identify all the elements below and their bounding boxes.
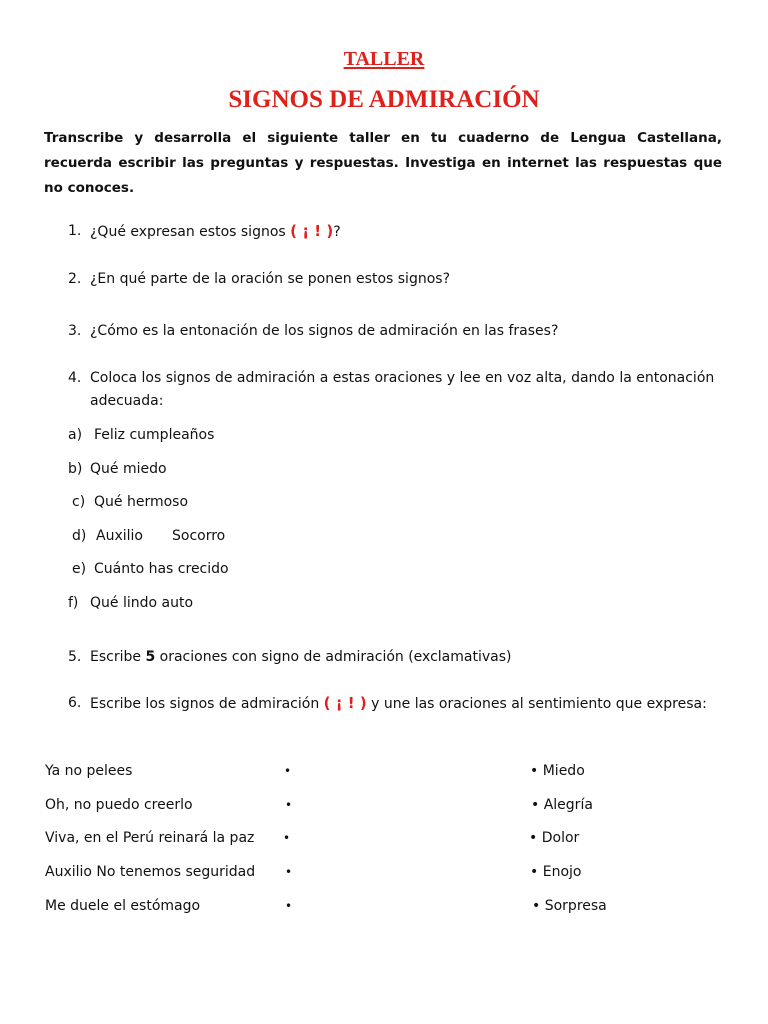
question-text: Escribe	[90, 649, 146, 665]
question-text: ¿Qué expresan estos signos	[90, 224, 291, 240]
match-sentence: Oh, no puedo creerlo	[45, 797, 193, 813]
sub-item-text: Qué lindo auto	[90, 595, 194, 611]
match-feeling	[529, 827, 579, 849]
sub-item-letter: e)	[72, 561, 87, 577]
bullet-point: •	[529, 830, 538, 846]
exclamation-signs: ( ¡ ! )	[290, 222, 334, 240]
question-number: 4.	[68, 370, 82, 386]
feeling-label: Miedo	[542, 763, 585, 779]
sub-item-e	[72, 558, 229, 580]
question-number: 3.	[68, 323, 82, 339]
sub-item-f	[68, 592, 194, 614]
match-sentence: Auxilio No tenemos seguridad	[45, 864, 256, 880]
exclamation-signs: ( ¡ ! )	[323, 694, 367, 712]
feeling-label: Dolor	[541, 830, 580, 846]
feeling-label: Alegría	[543, 797, 593, 813]
match-feeling	[530, 760, 585, 782]
feeling-label: Enojo	[542, 864, 582, 880]
bullet-point: •	[285, 899, 293, 913]
question-text-end: oraciones con signo de admiración (exclamativas)	[155, 649, 512, 665]
sub-item-text: Qué miedo	[90, 461, 167, 477]
sub-item-text-2: Socorro	[172, 528, 226, 544]
question-text: ¿En qué parte de la oración se ponen estos signos?	[90, 271, 451, 287]
instructions-paragraph: Transcribe y desarrolla el siguiente taller en tu cuaderno de Lengua Castellana, recuerda escribir las preguntas y respuestas. Investiga en internet las respuestas que no conoces.	[44, 130, 722, 196]
sub-item-a	[68, 424, 215, 446]
question-text-line-2: adecuada:	[90, 393, 164, 409]
sub-item-text: Cuánto has crecido	[94, 561, 229, 577]
question-number: 1.	[68, 223, 82, 239]
sub-item-letter: a)	[68, 427, 83, 443]
question-number: 2.	[68, 271, 82, 287]
sub-item-b	[68, 458, 167, 480]
match-sentence: Me duele el estómago	[45, 898, 201, 914]
sub-item-letter: d)	[72, 528, 87, 544]
bullet-point: •	[530, 864, 539, 880]
match-feeling	[531, 794, 593, 816]
question-text-line-1: Coloca los signos de admiración a estas oraciones y lee en voz alta, dando la entonación	[90, 370, 715, 386]
sub-item-letter: b)	[68, 461, 83, 477]
match-feeling	[532, 895, 607, 917]
question-text-end: ?	[333, 224, 341, 240]
question-text-end: y une las oraciones al sentimiento que expresa:	[366, 696, 707, 712]
match-sentence: Viva, en el Perú reinará la paz	[45, 830, 255, 846]
bullet-point: •	[532, 898, 541, 914]
question-number-bold: 5	[145, 649, 156, 665]
bullet-point: •	[531, 797, 540, 813]
sub-item-d	[72, 525, 226, 547]
question-text: ¿Cómo es la entonación de los signos de admiración en las frases?	[90, 323, 559, 339]
sub-item-letter: f)	[68, 595, 79, 611]
page-subtitle: SIGNOS DE ADMIRACIÓN	[228, 86, 540, 113]
feeling-label: Sorpresa	[544, 898, 607, 914]
sub-item-text: Qué hermoso	[94, 494, 189, 510]
bullet-point: •	[284, 764, 292, 778]
page-title: TALLER	[343, 48, 425, 70]
bullet-point: •	[285, 798, 293, 812]
bullet-point: •	[285, 865, 293, 879]
sub-item-text: Feliz cumpleaños	[94, 427, 215, 443]
match-feeling	[530, 861, 581, 883]
sub-item-text: Auxilio	[96, 528, 143, 544]
bullet-point: •	[530, 763, 539, 779]
question-4-continued	[90, 390, 163, 412]
question-number: 6.	[68, 695, 82, 711]
bullet-point: •	[283, 831, 291, 845]
sub-item-c	[72, 491, 189, 513]
question-text: Escribe los signos de admiración	[90, 696, 324, 712]
match-sentence: Ya no pelees	[45, 763, 133, 779]
question-number: 5.	[68, 649, 82, 665]
sub-item-letter: c)	[72, 494, 86, 510]
